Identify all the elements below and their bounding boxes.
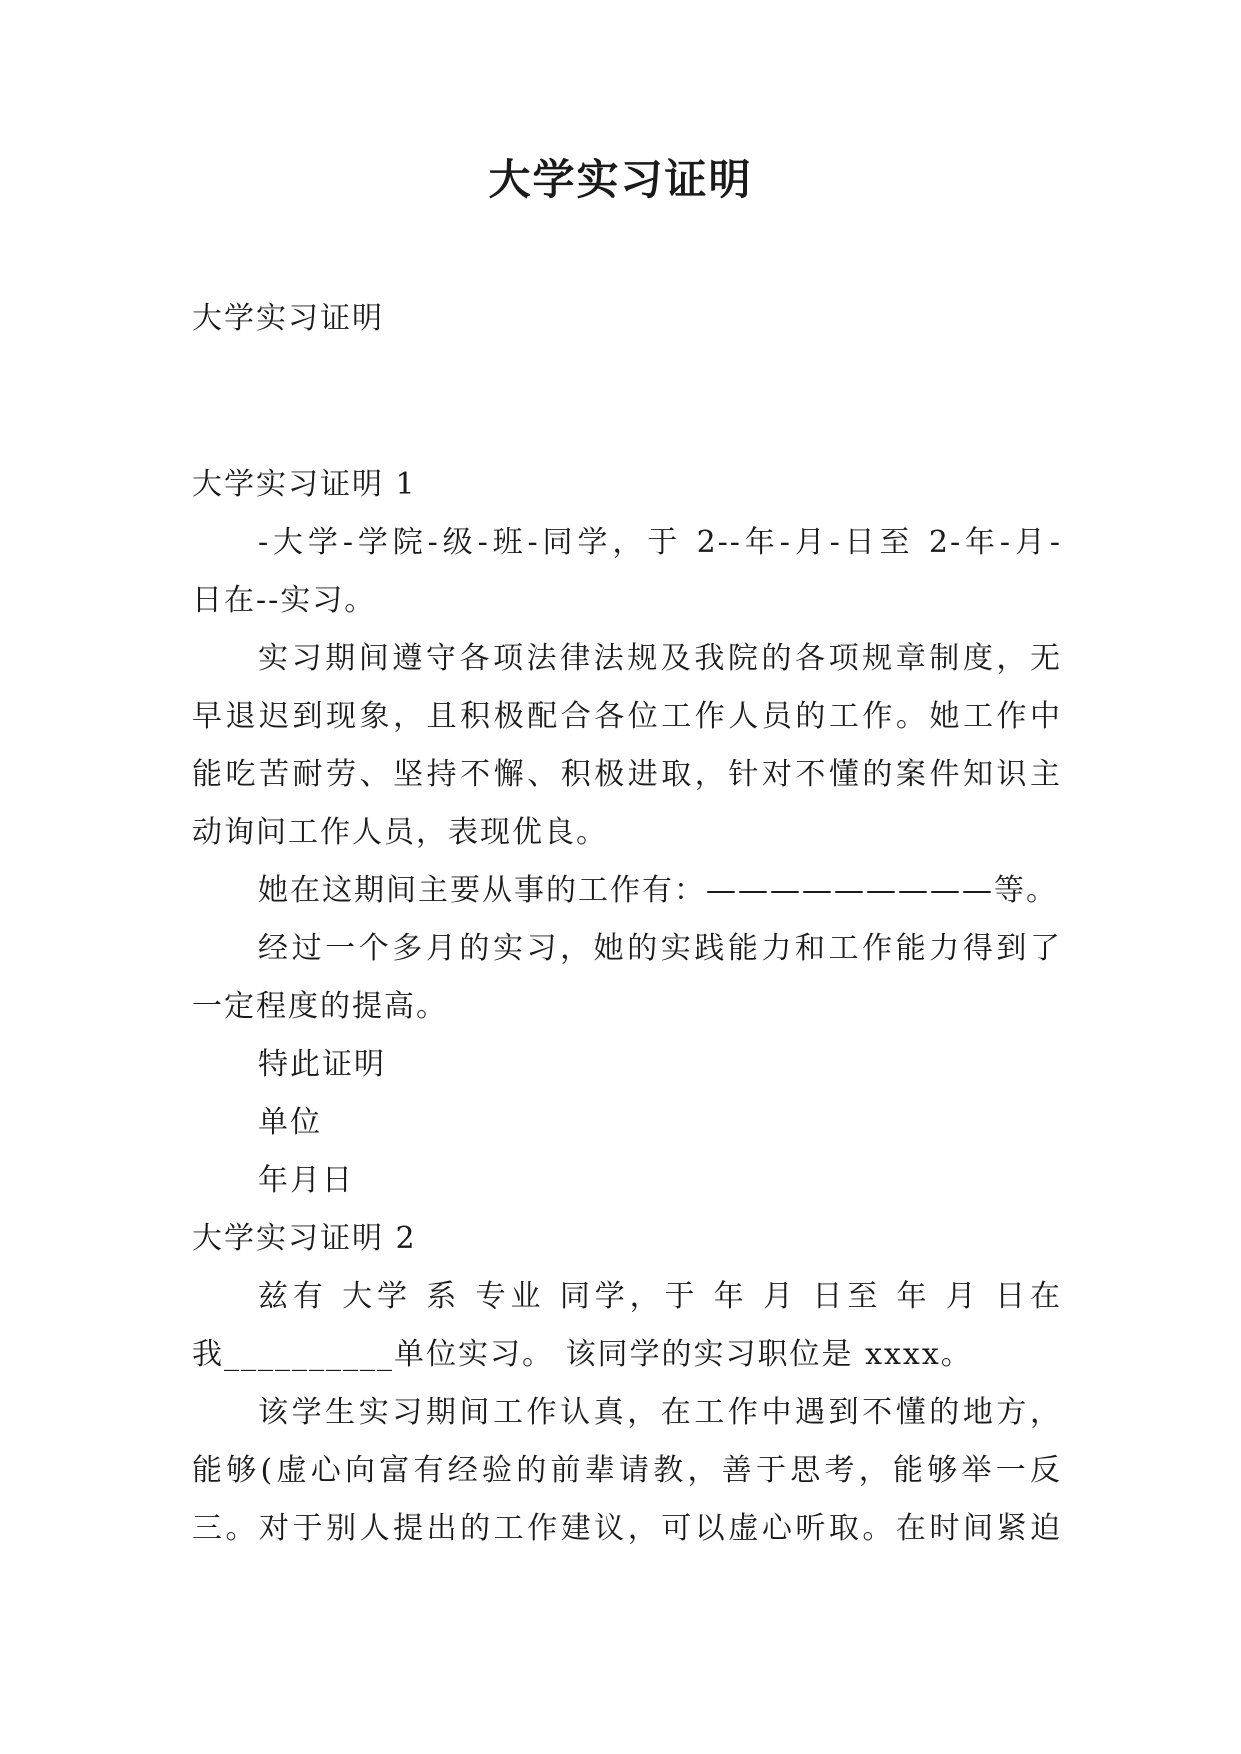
paragraph-line: 经过一个多月的实习，她的实践能力和工作能力得到了	[258, 931, 1062, 966]
paragraph-line: 兹有 大学 系 专业 同学，于 年 月 日至 年 月 日在	[258, 1279, 1062, 1314]
paragraph-line: 三。对于别人提出的工作建议，可以虚心听取。在时间紧迫	[192, 1511, 1062, 1546]
spacer	[192, 348, 1062, 456]
paragraph-line: 实习期间遵守各项法律法规及我院的各项规章制度，无	[258, 641, 1062, 676]
organization-label: 单位	[258, 1105, 322, 1140]
paragraph-line: 一定程度的提高。	[192, 989, 448, 1024]
document-subtitle: 大学实习证明	[192, 301, 384, 336]
paragraph-line: 动询问工作人员，表现优良。	[192, 815, 608, 850]
paragraph-line: 该学生实习期间工作认真，在工作中遇到不懂的地方，	[258, 1395, 1062, 1430]
section-1-heading: 大学实习证明 1	[192, 467, 417, 502]
document-title: 大学实习证明	[488, 155, 753, 204]
paragraph-line: 早退迟到现象，且积极配合各位工作人员的工作。她工作中	[192, 699, 1062, 734]
certification-text: 特此证明	[258, 1047, 386, 1082]
paragraph-line: -大学-学院-级-班-同学，于 2--年-月-日至 2-年-月-	[258, 525, 1062, 560]
section-2-heading: 大学实习证明 2	[192, 1221, 417, 1256]
paragraph-line: 她在这期间主要从事的工作有：—————————等。	[258, 873, 1058, 908]
document-body	[192, 290, 1062, 1558]
date-label: 年月日	[258, 1163, 354, 1198]
paragraph-line: 能够(虚心向富有经验的前辈请教，善于思考，能够举一反	[192, 1453, 1062, 1488]
paragraph-line: 能吃苦耐劳、坚持不懈、积极进取，针对不懂的案件知识主	[192, 757, 1062, 792]
paragraph-line: 我__________单位实习。 该同学的实习职位是 xxxx。	[192, 1337, 973, 1372]
paragraph-line: 日在--实习。	[192, 583, 377, 618]
